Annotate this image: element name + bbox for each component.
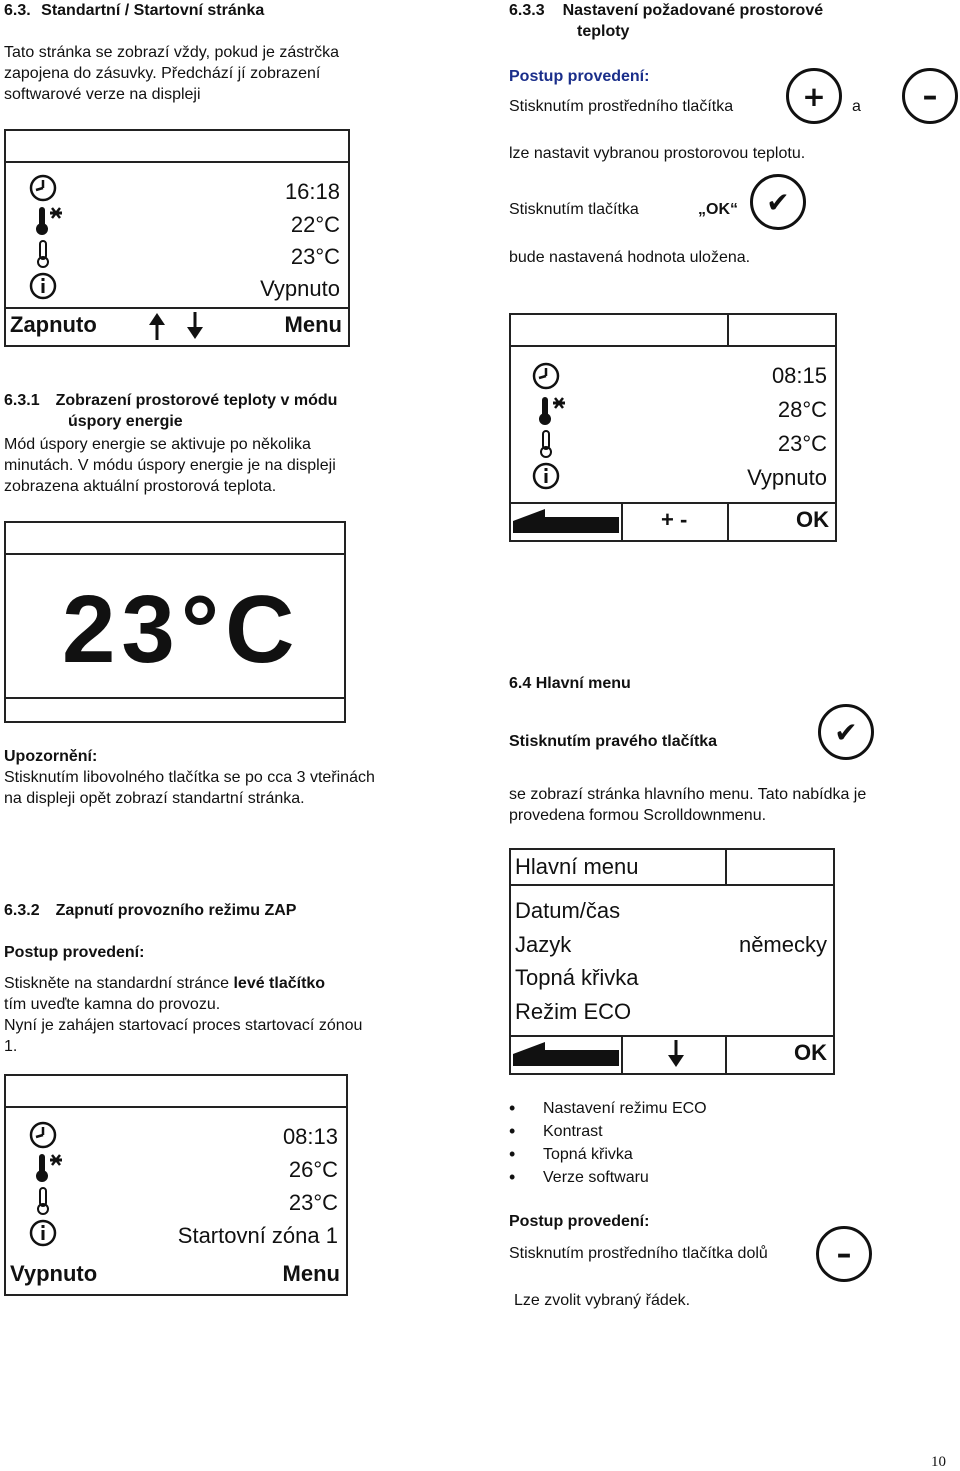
section-6-3-2-heading (4, 900, 296, 921)
press-middle-down-text: Stisknutím prostředního tlačítka dolů (509, 1245, 768, 1262)
display-main-menu (509, 848, 835, 1075)
thermometer-icon (26, 1186, 60, 1216)
display-header (6, 523, 344, 555)
display-footer (6, 697, 344, 721)
softkey-left-label[interactable]: Zapnuto (10, 312, 97, 337)
thermometer-icon (529, 429, 563, 459)
procedure-label: Postup provedení: (4, 944, 145, 961)
time-value: 08:13 (282, 1124, 338, 1149)
section-6-3-1-heading (4, 390, 337, 432)
section-6-3-2-text (4, 942, 362, 1057)
menu-options-list (509, 1097, 707, 1189)
section-number: 6.3.1 (4, 392, 40, 409)
procedure-label: Postup provedení: (509, 68, 650, 85)
display-standard-page (4, 129, 350, 347)
text-line: 1. (4, 1038, 18, 1055)
softkey-right-label[interactable]: Menu (284, 312, 342, 337)
language-value: německy (738, 932, 827, 957)
setpoint-value: 22°C (290, 212, 340, 237)
text-line: provedena formou Scrolldownmenu. (509, 807, 767, 824)
status-value: Vypnuto (747, 465, 827, 490)
menu-title: Hlavní menu (515, 854, 639, 879)
clock-icon (26, 1120, 60, 1150)
right-check-button[interactable] (818, 704, 874, 760)
text-line: Nyní je zahájen startovací proces startovací zónou (4, 1017, 363, 1034)
section-title: Zapnutí provozního režimu ZAP (55, 902, 297, 919)
text-line: na displeji opět zobrazí standartní stránka. (4, 790, 305, 807)
section-number: 6.3.3 (509, 2, 545, 19)
text-line: softwarové verze na displeji (4, 86, 201, 103)
room-temp-value: 23°C (777, 431, 827, 456)
section-title-line: Nastavení požadované prostorové (562, 2, 824, 19)
list-item: • Kontrast (509, 1120, 707, 1143)
minus-icon: – (836, 1236, 852, 1272)
display-softkeys (511, 502, 835, 540)
text-line: zapojena do zásuvky. Předchází jí zobrazení (4, 65, 321, 82)
text-line: Stisknutím libovolného tlačítka se po cca 3 vteřinách (4, 769, 375, 786)
section-title-line: úspory energie (68, 413, 183, 430)
thermostat-setpoint-icon (26, 1152, 60, 1182)
warning-title: Upozornění: (4, 748, 98, 765)
procedure-label: Postup provedení: (509, 1213, 650, 1230)
text-line: tím uveďte kamna do provozu. (4, 996, 221, 1013)
setpoint-value: 26°C (288, 1157, 338, 1182)
clock-icon (26, 173, 60, 203)
text-line: zobrazena aktuální prostorová teplota. (4, 478, 277, 495)
and-text: a (852, 98, 861, 115)
press-middle-text: Stisknutím prostředního tlačítka (509, 98, 734, 115)
setpoint-value: 28°C (777, 397, 827, 422)
menu-item-language[interactable]: Jazyk (515, 932, 572, 957)
minus-down-button[interactable] (816, 1226, 872, 1282)
list-item: • Nastavení režimu ECO (509, 1097, 707, 1120)
big-room-temp: 23°C (62, 576, 301, 683)
menu-item-eco-mode[interactable]: Režim ECO (515, 999, 632, 1024)
list-item: • Topná křivka (509, 1143, 707, 1166)
softkey-right-label[interactable]: Menu (282, 1261, 340, 1286)
back-arrow-icon[interactable] (511, 1040, 621, 1073)
softkey-left-label[interactable]: Vypnuto (10, 1261, 98, 1286)
info-icon (26, 1218, 60, 1248)
text-line: se zobrazí stránka hlavního menu. Tato nabídka je (509, 786, 867, 803)
plus-button[interactable] (786, 68, 842, 124)
warning-note (4, 746, 375, 809)
menu-item-heating-curve[interactable]: Topná křivka (515, 965, 639, 990)
time-value: 16:18 (284, 179, 340, 204)
thermometer-icon (26, 239, 60, 269)
ok-check-button[interactable] (750, 174, 806, 230)
text-span-bold: levé tlačítko (233, 975, 326, 992)
display-start-zone (4, 1074, 348, 1296)
text-line (4, 973, 362, 994)
time-value: 08:15 (771, 363, 827, 388)
section-6-3-3-heading (509, 0, 823, 42)
menu-item-date-time[interactable]: Datum/čas (515, 898, 621, 923)
display-softkeys (6, 307, 348, 345)
softkey-ok[interactable]: OK (794, 1040, 827, 1065)
back-arrow-icon[interactable] (511, 507, 621, 540)
section-6-3-text (4, 42, 339, 105)
section-6-4-heading: 6.4 Hlavní menu (509, 675, 631, 692)
softkey-plus-minus[interactable]: + - (661, 507, 688, 532)
section-number: 6.3. (4, 2, 31, 19)
section-6-3-heading (4, 0, 264, 21)
arrow-down-icon[interactable] (184, 311, 206, 346)
status-value: Vypnuto (260, 276, 340, 301)
info-icon (529, 461, 563, 491)
section-number: 6.3.2 (4, 902, 40, 919)
thermostat-setpoint-icon (26, 205, 60, 235)
plus-icon: + (802, 79, 826, 113)
display-header (6, 1076, 346, 1108)
display-softkeys (6, 1258, 346, 1294)
set-temp-text: lze nastavit vybranou prostorovou teplotu. (509, 145, 806, 162)
section-6-4-text (509, 784, 866, 826)
check-icon: ✔ (834, 715, 858, 749)
info-icon (26, 271, 60, 301)
room-temp-value: 23°C (288, 1190, 338, 1215)
clock-icon (529, 361, 563, 391)
check-icon: ✔ (766, 185, 790, 219)
minus-icon: – (922, 78, 938, 114)
display-softkeys (511, 1035, 833, 1073)
display-header (6, 131, 348, 163)
display-set-temperature (509, 313, 837, 542)
text-span: Stiskněte na standardní stránce (4, 975, 234, 992)
text-line: Mód úspory energie se aktivuje po několika (4, 436, 311, 453)
ok-quote-text: „OK“ (698, 201, 738, 218)
status-value: Startovní zóna 1 (177, 1223, 338, 1248)
display-header (511, 315, 835, 347)
room-temp-value: 23°C (290, 244, 340, 269)
select-line-text: Lze zvolit vybraný řádek. (514, 1292, 691, 1309)
display-header (511, 850, 833, 886)
text-line: minutách. V módu úspory energie je na displeji (4, 457, 336, 474)
arrow-down-icon[interactable] (665, 1039, 687, 1074)
press-ok-text: Stisknutím tlačítka (509, 201, 639, 218)
minus-button[interactable] (902, 68, 958, 124)
section-title-line: Zobrazení prostorové teploty v módu (55, 392, 338, 409)
section-6-3-1-text (4, 434, 336, 497)
text-line: Tato stránka se zobrazí vždy, pokud je zástrčka (4, 44, 339, 61)
page-number: 10 (931, 1454, 946, 1470)
press-right-text: Stisknutím pravého tlačítka (509, 733, 718, 750)
section-title: Standartní / Startovní stránka (41, 2, 265, 19)
thermostat-setpoint-icon (529, 395, 563, 425)
section-title-line: teploty (577, 23, 630, 40)
saved-text: bude nastavená hodnota uložena. (509, 249, 751, 266)
list-item: • Verze softwaru (509, 1166, 707, 1189)
softkey-ok[interactable]: OK (796, 507, 829, 532)
arrow-up-icon[interactable] (146, 311, 168, 346)
display-energy-save (4, 521, 346, 723)
